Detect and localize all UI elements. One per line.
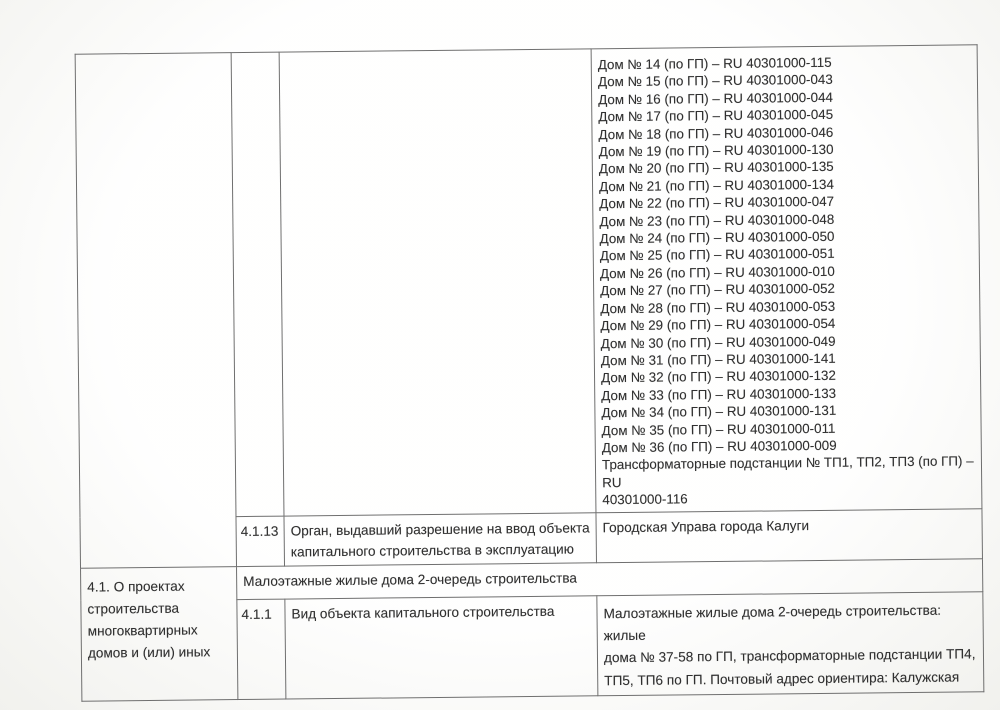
row-label-4-1-1: Вид объекта капитального строительства [285, 595, 598, 699]
subsection-header-cell: Малоэтажные жилые дома 2-очередь строительства [237, 558, 983, 599]
row-label-4-1-13: Орган, выдавший разрешение на ввод объекта капитального строительства в эксплуатацию [284, 512, 597, 565]
scanned-document-page [75, 44, 984, 702]
row-value-4-1-13: Городская Управа города Калуги [596, 508, 983, 562]
table-row-permit-list [75, 45, 982, 518]
row-value-4-1-1: Малоэтажные жилые дома 2-очередь строительства: жилые дома № 37-58 по ГП, трансформаторные подстанции ТП4, ТП5, ТП6 по ГП. Почтовый адрес ориентира: Калужская [597, 591, 984, 696]
row-number-4-1-13: 4.1.13 [236, 516, 285, 566]
project-declaration-table [75, 44, 985, 702]
empty-label-cell [279, 49, 596, 516]
permit-numbers-value-cell: Дом № 14 (по ГП) – RU 40301000-115 Дом № 15 (по ГП) – RU 40301000-043 Дом № 16 (по ГП) – RU 40301000-044 Дом № 17 (по ГП) – RU 40301000-045 Дом № 18 (по ГП) – RU 40301000-046 Дом № 19 (по ГП) – RU 40301000-130 Дом № 20 (по ГП) – RU 40301000-135 Дом № 21 (по ГП) – RU 40301000-134 Дом № 22 (по ГП) – RU 40301000-047 Дом № 23 (по ГП) – RU 40301000-048 Дом № 24 (по ГП) – RU 40301000-050 Дом № 25 (по ГП) – RU 40301000-051 Дом № 26 (по ГП) – RU 40301000-010 Дом № 27 (по ГП) – RU 40301000-052 Дом № 28 (по ГП) – RU 40301000-053 Дом № 29 (по ГП) – RU 40301000-054 Дом № 30 (по ГП) – RU 40301000-049 Дом № 31 (по ГП) – RU 40301000-141 Дом № 32 (по ГП) – RU 40301000-132 Дом № 33 (по ГП) – RU 40301000-133 Дом № 34 (по ГП) – RU 40301000-131 Дом № 35 (по ГП) – RU 40301000-011 Дом № 36 (по ГП) – RU 40301000-009 Трансформаторные подстанции № ТП1, ТП2, ТП3 (по ГП) – RU 40301000-116 [591, 45, 982, 513]
section-cell-previous-continuation [75, 53, 236, 568]
section-title-4-1: 4.1. О проектах строительства многоквартирных домов и (или) иных [81, 566, 238, 701]
empty-number-cell [231, 52, 284, 516]
row-number-4-1-1: 4.1.1 [237, 599, 286, 700]
